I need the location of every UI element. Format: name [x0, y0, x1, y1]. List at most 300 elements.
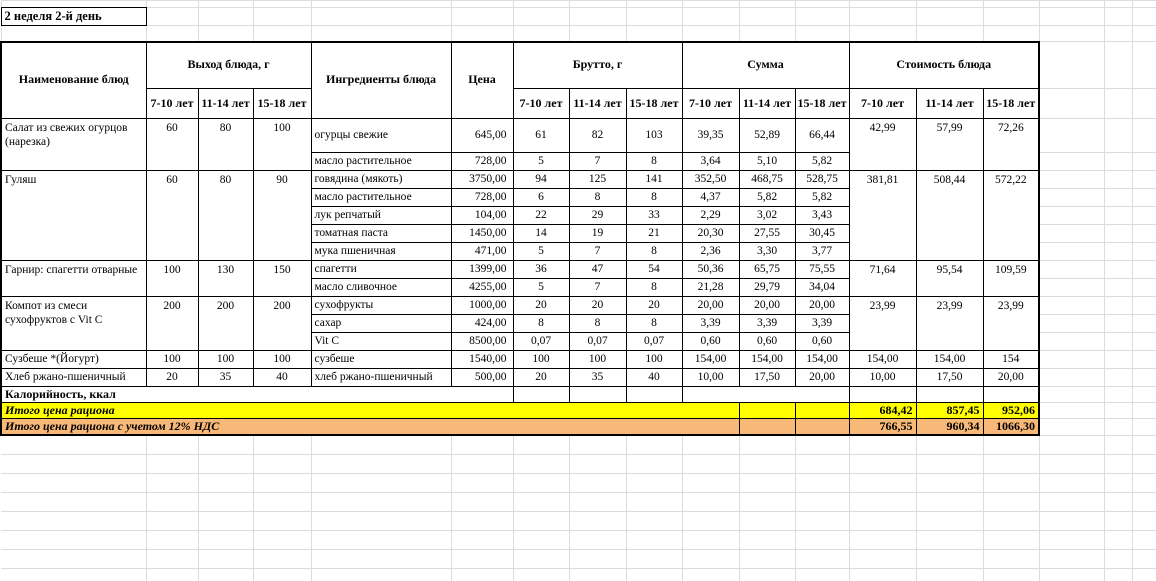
- empty-cell: [1039, 279, 1104, 297]
- sum-cell[interactable]: 39,35: [682, 119, 739, 153]
- price-cell[interactable]: 728,00: [451, 153, 513, 171]
- cost-cell[interactable]: 17,50: [916, 369, 983, 387]
- empty-cell: [1104, 207, 1132, 225]
- empty-cell: [513, 26, 569, 42]
- ingredient-cell[interactable]: говядина (мякоть): [311, 171, 451, 189]
- cost-cell[interactable]: 23,99: [983, 297, 1039, 351]
- sum-cell[interactable]: 30,45: [795, 225, 849, 243]
- sum-cell[interactable]: 154,00: [795, 351, 849, 369]
- ingredient-cell[interactable]: мука пшеничная: [311, 243, 451, 261]
- empty-cell: [1104, 89, 1132, 119]
- cost-cell[interactable]: 95,54: [916, 261, 983, 297]
- empty-cell: [451, 8, 513, 26]
- empty-cell: [253, 26, 311, 42]
- output-cell[interactable]: 60: [146, 119, 198, 171]
- sum-cell[interactable]: 66,44: [795, 119, 849, 153]
- price-cell[interactable]: 471,00: [451, 243, 513, 261]
- output-cell[interactable]: 200: [198, 297, 253, 351]
- output-cell[interactable]: 40: [253, 369, 311, 387]
- cost-cell[interactable]: 572,22: [983, 171, 1039, 261]
- sum-cell[interactable]: 65,75: [739, 261, 795, 279]
- empty-cell[interactable]: [682, 387, 849, 403]
- brutto-cell[interactable]: 7: [569, 153, 626, 171]
- sum-cell[interactable]: 29,79: [739, 279, 795, 297]
- ingredient-cell[interactable]: Vit C: [311, 333, 451, 351]
- cost-cell[interactable]: 508,44: [916, 171, 983, 261]
- sum-cell[interactable]: 3,39: [739, 315, 795, 333]
- ingredient-cell[interactable]: хлеб ржано-пшеничный: [311, 369, 451, 387]
- price-cell[interactable]: 104,00: [451, 207, 513, 225]
- empty-cell: [1132, 387, 1156, 403]
- ingredient-cell[interactable]: спагетти: [311, 261, 451, 279]
- empty-cell: [1132, 1, 1156, 8]
- age-header[interactable]: 15-18 лет: [795, 89, 849, 119]
- empty-cell: [1039, 315, 1104, 333]
- empty-cell[interactable]: [513, 387, 569, 403]
- brutto-cell[interactable]: 14: [513, 225, 569, 243]
- output-cell[interactable]: 200: [146, 297, 198, 351]
- cost-cell[interactable]: 381,81: [849, 171, 916, 261]
- empty-cell: [1132, 369, 1156, 387]
- sheet-row-3: [1, 26, 1156, 42]
- output-cell[interactable]: 90: [253, 171, 311, 261]
- brutto-cell[interactable]: 8: [569, 189, 626, 207]
- brutto-cell[interactable]: 100: [513, 351, 569, 369]
- age-header[interactable]: 7-10 лет: [146, 89, 198, 119]
- brutto-cell[interactable]: 5: [513, 279, 569, 297]
- table-row: [1, 261, 1156, 279]
- empty-cell: [198, 1, 253, 8]
- empty-cell: [1132, 419, 1156, 436]
- empty-cell[interactable]: [916, 387, 983, 403]
- ingredient-cell[interactable]: масло сливочное: [311, 279, 451, 297]
- empty-cell: [1104, 225, 1132, 243]
- empty-cell: [1132, 42, 1156, 89]
- empty-cell: [1132, 119, 1156, 153]
- output-cell[interactable]: 35: [198, 369, 253, 387]
- empty-cell: [916, 1, 983, 8]
- empty-cell: [916, 26, 983, 42]
- sum-cell[interactable]: 0,60: [739, 333, 795, 351]
- empty-cell: [849, 26, 916, 42]
- cost-cell[interactable]: 154: [983, 351, 1039, 369]
- empty-cell: [739, 8, 795, 26]
- empty-cell[interactable]: [739, 403, 795, 419]
- sum-cell[interactable]: 3,43: [795, 207, 849, 225]
- empty-cell: [1132, 279, 1156, 297]
- brutto-cell[interactable]: 20: [513, 297, 569, 315]
- brutto-cell[interactable]: 8: [626, 243, 682, 261]
- cost-cell[interactable]: 154,00: [916, 351, 983, 369]
- empty-cell: [1132, 171, 1156, 189]
- empty-cell: [513, 8, 569, 26]
- header-row-ages: [1, 89, 1156, 119]
- output-cell[interactable]: 100: [198, 351, 253, 369]
- empty-cell: [1104, 369, 1132, 387]
- total-vat-row: [1, 419, 1156, 436]
- brutto-cell[interactable]: 7: [569, 243, 626, 261]
- empty-cell: [1104, 279, 1132, 297]
- empty-cell: [1104, 419, 1132, 436]
- empty-cell: [682, 8, 739, 26]
- brutto-cell[interactable]: 35: [569, 369, 626, 387]
- total-value[interactable]: 857,45: [916, 403, 983, 419]
- ingredient-cell[interactable]: томатная паста: [311, 225, 451, 243]
- total-value[interactable]: 1066,30: [983, 419, 1039, 436]
- col-header-cost[interactable]: Стоимость блюда: [849, 42, 1039, 89]
- ingredient-cell[interactable]: сухофрукты: [311, 297, 451, 315]
- empty-cell[interactable]: [569, 387, 626, 403]
- empty-cell: [849, 8, 916, 26]
- col-header-brutto[interactable]: Брутто, г: [513, 42, 682, 89]
- empty-cell: [1039, 119, 1104, 153]
- output-cell[interactable]: 100: [146, 261, 198, 297]
- sum-cell[interactable]: 3,39: [795, 315, 849, 333]
- sum-cell[interactable]: 21,28: [682, 279, 739, 297]
- age-header[interactable]: 11-14 лет: [739, 89, 795, 119]
- sum-cell[interactable]: 20,00: [682, 297, 739, 315]
- sum-cell[interactable]: 5,82: [795, 189, 849, 207]
- cost-cell[interactable]: 10,00: [849, 369, 916, 387]
- sum-cell[interactable]: 20,00: [795, 297, 849, 315]
- empty-cell[interactable]: [983, 387, 1039, 403]
- age-header[interactable]: 15-18 лет: [626, 89, 682, 119]
- sum-cell[interactable]: 3,02: [739, 207, 795, 225]
- price-cell[interactable]: 500,00: [451, 369, 513, 387]
- empty-cell: [1104, 1, 1132, 8]
- sum-cell[interactable]: 3,64: [682, 153, 739, 171]
- sum-cell[interactable]: 3,30: [739, 243, 795, 261]
- empty-cell: [1039, 189, 1104, 207]
- sum-cell[interactable]: 528,75: [795, 171, 849, 189]
- sum-cell[interactable]: 352,50: [682, 171, 739, 189]
- brutto-cell[interactable]: 20: [626, 297, 682, 315]
- total-value[interactable]: 684,42: [849, 403, 916, 419]
- empty-cell: [1132, 225, 1156, 243]
- empty-cell: [451, 26, 513, 42]
- dish-name-cell[interactable]: Сузбеше *(Йогурт): [1, 351, 146, 369]
- price-cell[interactable]: 4255,00: [451, 279, 513, 297]
- empty-cell: [1039, 333, 1104, 351]
- empty-cell: [1039, 261, 1104, 279]
- dish-name-cell[interactable]: Салат из свежих огурцов (нарезка): [1, 119, 146, 171]
- empty-cell: [739, 26, 795, 42]
- output-cell[interactable]: 20: [146, 369, 198, 387]
- empty-cell: [451, 1, 513, 8]
- brutto-cell[interactable]: 0,07: [513, 333, 569, 351]
- col-header-price[interactable]: Цена: [451, 42, 513, 119]
- empty-cell: [1039, 225, 1104, 243]
- empty-cell: [1039, 403, 1104, 419]
- empty-cell: [1104, 315, 1132, 333]
- sheet-row-1: [1, 1, 1156, 8]
- empty-cell: [1132, 89, 1156, 119]
- sum-cell[interactable]: 20,00: [795, 369, 849, 387]
- col-header-sum[interactable]: Сумма: [682, 42, 849, 89]
- cost-cell[interactable]: 23,99: [916, 297, 983, 351]
- empty-cell: [311, 8, 451, 26]
- sum-cell[interactable]: 0,60: [682, 333, 739, 351]
- empty-cell: [1039, 153, 1104, 171]
- cost-cell[interactable]: 20,00: [983, 369, 1039, 387]
- brutto-cell[interactable]: 20: [569, 297, 626, 315]
- brutto-cell[interactable]: 8: [626, 279, 682, 297]
- empty-cell: [1039, 207, 1104, 225]
- sum-cell[interactable]: 3,39: [682, 315, 739, 333]
- output-cell[interactable]: 80: [198, 119, 253, 171]
- output-cell[interactable]: 150: [253, 261, 311, 297]
- brutto-cell[interactable]: 0,07: [569, 333, 626, 351]
- sum-cell[interactable]: 10,00: [682, 369, 739, 387]
- brutto-cell[interactable]: 36: [513, 261, 569, 279]
- empty-cell: [569, 8, 626, 26]
- empty-cell: [1039, 369, 1104, 387]
- empty-cell: [1104, 261, 1132, 279]
- dish-name-cell[interactable]: Гарнир: спагетти отварные: [1, 261, 146, 297]
- ingredient-cell[interactable]: огурцы свежие: [311, 119, 451, 153]
- brutto-cell[interactable]: 125: [569, 171, 626, 189]
- brutto-cell[interactable]: 100: [626, 351, 682, 369]
- calories-row: [1, 387, 1156, 403]
- empty-cell: [146, 1, 198, 8]
- sum-cell[interactable]: 17,50: [739, 369, 795, 387]
- sum-cell[interactable]: 5,82: [739, 189, 795, 207]
- empty-cell: [198, 8, 253, 26]
- ingredient-cell[interactable]: лук репчатый: [311, 207, 451, 225]
- sum-cell[interactable]: 154,00: [739, 351, 795, 369]
- age-header[interactable]: 11-14 лет: [198, 89, 253, 119]
- empty-cell[interactable]: [795, 403, 849, 419]
- empty-cell: [1104, 351, 1132, 369]
- sum-cell[interactable]: 50,36: [682, 261, 739, 279]
- price-cell[interactable]: 1450,00: [451, 225, 513, 243]
- brutto-cell[interactable]: 82: [569, 119, 626, 153]
- output-cell[interactable]: 100: [253, 119, 311, 171]
- table-row: [1, 351, 1156, 369]
- cost-cell[interactable]: 23,99: [849, 297, 916, 351]
- dish-name-cell[interactable]: Компот из смеси сухофруктов с Vit C: [1, 297, 146, 351]
- sum-cell[interactable]: 5,82: [795, 153, 849, 171]
- col-header-dish-name[interactable]: Наименование блюд: [1, 42, 146, 119]
- empty-cell[interactable]: [795, 419, 849, 436]
- dish-name-cell[interactable]: Гуляш: [1, 171, 146, 261]
- empty-cell: [682, 1, 739, 8]
- empty-cell: [253, 1, 311, 8]
- empty-cell: [1132, 297, 1156, 315]
- empty-cell: [1, 1, 146, 8]
- price-cell[interactable]: 1000,00: [451, 297, 513, 315]
- age-header[interactable]: 11-14 лет: [916, 89, 983, 119]
- sum-cell[interactable]: 3,77: [795, 243, 849, 261]
- price-cell[interactable]: 645,00: [451, 119, 513, 153]
- age-header[interactable]: 15-18 лет: [253, 89, 311, 119]
- cost-cell[interactable]: 72,26: [983, 119, 1039, 171]
- header-row-groups: [1, 42, 1156, 89]
- brutto-cell[interactable]: 8: [626, 189, 682, 207]
- empty-cell: [626, 26, 682, 42]
- price-cell[interactable]: 8500,00: [451, 333, 513, 351]
- brutto-cell[interactable]: 94: [513, 171, 569, 189]
- sum-cell[interactable]: 2,36: [682, 243, 739, 261]
- empty-cell: [146, 26, 198, 42]
- empty-cell: [1132, 333, 1156, 351]
- empty-cell: [1104, 42, 1132, 89]
- empty-cell: [1132, 315, 1156, 333]
- brutto-cell[interactable]: 54: [626, 261, 682, 279]
- brutto-cell[interactable]: 103: [626, 119, 682, 153]
- brutto-cell[interactable]: 7: [569, 279, 626, 297]
- empty-cell: [1104, 153, 1132, 171]
- empty-cell[interactable]: [849, 387, 916, 403]
- output-cell[interactable]: 100: [253, 351, 311, 369]
- dish-name-cell[interactable]: Хлеб ржано-пшеничный: [1, 369, 146, 387]
- empty-cell: [1, 26, 146, 42]
- age-header[interactable]: 11-14 лет: [569, 89, 626, 119]
- brutto-cell[interactable]: 47: [569, 261, 626, 279]
- sum-cell[interactable]: 0,60: [795, 333, 849, 351]
- price-cell[interactable]: 3750,00: [451, 171, 513, 189]
- brutto-cell[interactable]: 33: [626, 207, 682, 225]
- ingredient-cell[interactable]: сахар: [311, 315, 451, 333]
- grid-filler: [1, 435, 1156, 581]
- empty-cell: [1132, 153, 1156, 171]
- empty-cell: [1104, 189, 1132, 207]
- sheet-bottom-area: [1, 435, 1156, 581]
- empty-cell: [983, 26, 1039, 42]
- empty-cell[interactable]: [626, 387, 682, 403]
- sum-cell[interactable]: 2,29: [682, 207, 739, 225]
- sum-cell[interactable]: 20,00: [739, 297, 795, 315]
- empty-cell: [1104, 171, 1132, 189]
- brutto-cell[interactable]: 8: [626, 315, 682, 333]
- empty-cell: [795, 1, 849, 8]
- sum-cell[interactable]: 468,75: [739, 171, 795, 189]
- empty-cell: [311, 26, 451, 42]
- output-cell[interactable]: 80: [198, 171, 253, 261]
- brutto-cell[interactable]: 100: [569, 351, 626, 369]
- ingredient-cell[interactable]: масло растительное: [311, 153, 451, 171]
- empty-cell[interactable]: [739, 419, 795, 436]
- table-row: [1, 369, 1156, 387]
- total-vat-label[interactable]: Итого цена рациона с учетом 12% НДС: [1, 419, 739, 436]
- cost-cell[interactable]: 154,00: [849, 351, 916, 369]
- age-header[interactable]: 7-10 лет: [682, 89, 739, 119]
- empty-cell: [253, 8, 311, 26]
- empty-cell: [311, 1, 451, 8]
- calories-row-label[interactable]: Калорийность, ккал: [1, 387, 513, 403]
- sum-cell[interactable]: 75,55: [795, 261, 849, 279]
- sum-cell[interactable]: 20,30: [682, 225, 739, 243]
- sum-cell[interactable]: 34,04: [795, 279, 849, 297]
- output-cell[interactable]: 60: [146, 171, 198, 261]
- empty-cell: [1104, 26, 1132, 42]
- brutto-cell[interactable]: 19: [569, 225, 626, 243]
- empty-cell: [1104, 403, 1132, 419]
- total-label[interactable]: Итого цена рациона: [1, 403, 739, 419]
- sum-cell[interactable]: 4,37: [682, 189, 739, 207]
- empty-cell: [739, 1, 795, 8]
- ingredient-cell[interactable]: сузбеше: [311, 351, 451, 369]
- empty-cell: [146, 8, 198, 26]
- age-header[interactable]: 15-18 лет: [983, 89, 1039, 119]
- empty-cell: [1104, 297, 1132, 315]
- price-cell[interactable]: 1399,00: [451, 261, 513, 279]
- output-cell[interactable]: 100: [146, 351, 198, 369]
- brutto-cell[interactable]: 40: [626, 369, 682, 387]
- brutto-cell[interactable]: 6: [513, 189, 569, 207]
- cost-cell[interactable]: 57,99: [916, 119, 983, 171]
- brutto-cell[interactable]: 8: [513, 315, 569, 333]
- total-row: [1, 403, 1156, 419]
- empty-cell: [1104, 387, 1132, 403]
- brutto-cell[interactable]: 8: [626, 153, 682, 171]
- empty-cell: [849, 1, 916, 8]
- table-row: [1, 297, 1156, 315]
- col-header-output[interactable]: Выход блюда, г: [146, 42, 311, 89]
- total-value[interactable]: 952,06: [983, 403, 1039, 419]
- age-header[interactable]: 7-10 лет: [513, 89, 569, 119]
- empty-cell: [1039, 89, 1104, 119]
- sum-cell[interactable]: 154,00: [682, 351, 739, 369]
- empty-cell: [983, 8, 1039, 26]
- empty-cell: [1132, 26, 1156, 42]
- brutto-cell[interactable]: 5: [513, 243, 569, 261]
- total-value[interactable]: 766,55: [849, 419, 916, 436]
- age-header[interactable]: 7-10 лет: [849, 89, 916, 119]
- brutto-cell[interactable]: 8: [569, 315, 626, 333]
- brutto-cell[interactable]: 21: [626, 225, 682, 243]
- empty-cell: [1132, 351, 1156, 369]
- empty-cell: [1132, 261, 1156, 279]
- price-cell[interactable]: 424,00: [451, 315, 513, 333]
- empty-cell: [626, 1, 682, 8]
- table-row: [1, 119, 1156, 153]
- total-value[interactable]: 960,34: [916, 419, 983, 436]
- price-cell[interactable]: 728,00: [451, 189, 513, 207]
- table-row: [1, 171, 1156, 189]
- price-cell[interactable]: 1540,00: [451, 351, 513, 369]
- empty-cell: [1132, 207, 1156, 225]
- sum-cell[interactable]: 5,10: [739, 153, 795, 171]
- empty-cell: [513, 1, 569, 8]
- sum-cell[interactable]: 52,89: [739, 119, 795, 153]
- brutto-cell[interactable]: 0,07: [626, 333, 682, 351]
- col-header-ingredients[interactable]: Ингредиенты блюда: [311, 42, 451, 119]
- sum-cell[interactable]: 27,55: [739, 225, 795, 243]
- empty-cell: [198, 26, 253, 42]
- cost-cell[interactable]: 71,64: [849, 261, 916, 297]
- empty-cell: [569, 1, 626, 8]
- brutto-cell[interactable]: 29: [569, 207, 626, 225]
- cost-cell[interactable]: 42,99: [849, 119, 916, 171]
- brutto-cell[interactable]: 61: [513, 119, 569, 153]
- empty-cell: [1039, 419, 1104, 436]
- empty-cell: [1104, 243, 1132, 261]
- cost-cell[interactable]: 109,59: [983, 261, 1039, 297]
- ingredient-cell[interactable]: масло растительное: [311, 189, 451, 207]
- output-cell[interactable]: 130: [198, 261, 253, 297]
- empty-cell: [1132, 243, 1156, 261]
- output-cell[interactable]: 200: [253, 297, 311, 351]
- sheet-title[interactable]: 2 неделя 2-й день: [1, 8, 146, 26]
- empty-cell: [1132, 403, 1156, 419]
- empty-cell: [1039, 1, 1104, 8]
- brutto-cell[interactable]: 141: [626, 171, 682, 189]
- brutto-cell[interactable]: 22: [513, 207, 569, 225]
- empty-cell: [1039, 8, 1104, 26]
- brutto-cell[interactable]: 20: [513, 369, 569, 387]
- brutto-cell[interactable]: 5: [513, 153, 569, 171]
